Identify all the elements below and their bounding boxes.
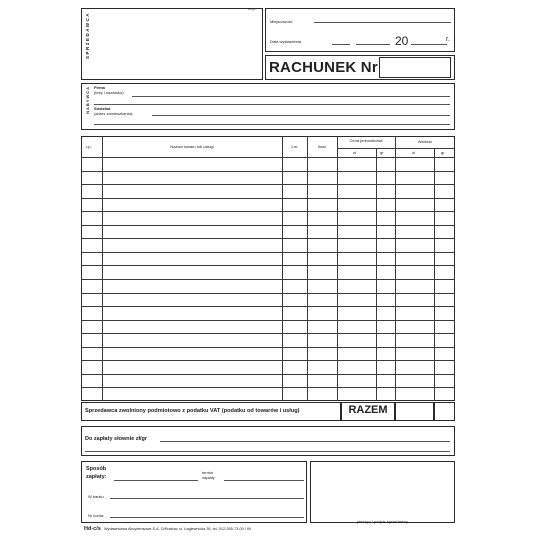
table-row[interactable]: [81, 347, 455, 348]
table-row[interactable]: [81, 387, 455, 388]
buyer-company-label: Firma: [94, 85, 105, 90]
table-row[interactable]: [81, 265, 455, 266]
table-row[interactable]: [81, 279, 455, 280]
payment-term-line[interactable]: [224, 480, 304, 481]
header-value-gr: gr: [441, 150, 445, 155]
header-price-gr: gr: [380, 150, 384, 155]
date-month-line[interactable]: [356, 44, 390, 45]
date-year-line[interactable]: [411, 44, 447, 45]
seller-vertical-label: SPRZEDAWCA: [85, 12, 90, 60]
table-row[interactable]: [81, 293, 455, 294]
payment-method-label-1: Sposób: [86, 466, 107, 472]
place-input-line[interactable]: [314, 22, 451, 23]
header-subdivider: [337, 148, 455, 149]
date-day-line[interactable]: [332, 44, 350, 45]
seller-box: [81, 8, 263, 80]
total-gr-field[interactable]: [434, 402, 455, 421]
amount-words-label: Do zapłaty słownie zł/gr: [85, 436, 148, 442]
table-row[interactable]: [81, 198, 455, 199]
buyer-company-line-2[interactable]: [94, 104, 450, 105]
date-year-prefix: 20: [395, 34, 409, 48]
bank-line[interactable]: [110, 498, 304, 499]
buyer-address-sublabel: (adres zamieszkania):: [94, 111, 134, 116]
table-row[interactable]: [81, 184, 455, 185]
buyer-address-line[interactable]: [152, 115, 450, 116]
table-row[interactable]: [81, 374, 455, 375]
place-label: Miejscowość: [270, 19, 293, 24]
table-row[interactable]: [81, 211, 455, 212]
header-unit-price: Cena jednostkowa: [349, 138, 383, 143]
payment-method-line[interactable]: [114, 480, 198, 481]
date-year-suffix: r.: [446, 36, 450, 43]
header-qty: Ilość: [317, 144, 327, 149]
signature-box: [310, 461, 455, 523]
header-divider: [81, 157, 455, 158]
vat-note: Sprzedawca zwolniony podmiotowo z podatku VAT (podatku od towarów i usług): [85, 408, 300, 414]
total-label: RAZEM: [348, 404, 388, 416]
account-label: Nr konta:: [88, 513, 105, 518]
stamp-label: m.p.: [248, 6, 256, 11]
table-row[interactable]: [81, 225, 455, 226]
signature-label: pieczęć i podpis sprzedawcy: [357, 519, 408, 524]
table-row[interactable]: [81, 360, 455, 361]
header-price-zl: zł: [353, 150, 356, 155]
table-row[interactable]: [81, 320, 455, 321]
amount-words-line-2[interactable]: [85, 451, 450, 452]
col-divider: [376, 148, 377, 401]
header-lp: Lp.: [86, 144, 92, 149]
header-name: Nazwa towaru lub usługi: [170, 144, 214, 149]
payment-term-sublabel: zapłaty: [202, 475, 215, 480]
invoice-title: RACHUNEK Nr: [269, 59, 378, 76]
date-label: Data wystawienia: [270, 39, 302, 44]
buyer-company-sublabel: (imię i nazwisko):: [94, 90, 125, 95]
buyer-box: [81, 83, 455, 130]
invoice-number-field[interactable]: [379, 57, 451, 78]
payment-term-label: termin: [202, 470, 214, 475]
buyer-company-line[interactable]: [132, 96, 450, 97]
buyer-address-line-2[interactable]: [94, 124, 450, 125]
col-divider: [434, 148, 435, 401]
table-row[interactable]: [81, 252, 455, 253]
header-value: Wartość: [417, 139, 433, 144]
bank-label: W banku: [88, 494, 104, 499]
table-row[interactable]: [81, 306, 455, 307]
table-row[interactable]: [81, 238, 455, 239]
buyer-address-label: Siedziba: [94, 106, 111, 111]
total-zl-field[interactable]: [395, 402, 434, 421]
buyer-vertical-label: NABYWCA: [85, 86, 90, 114]
header-unit: J.m.: [290, 144, 299, 149]
form-code: Hd-c/s: [84, 526, 101, 532]
place-date-box: [265, 8, 455, 52]
table-row[interactable]: [81, 171, 455, 172]
table-row[interactable]: [81, 333, 455, 334]
payment-method-label-2: zapłaty:: [86, 474, 107, 480]
publisher-line: Wydawnictwa Akcydensowe S.A. O/Kraków, ul. Łagiewnicka 39, tel. 012-265-73-00 / 09: [104, 527, 252, 531]
amount-words-line[interactable]: [160, 441, 450, 442]
header-value-zl: zł: [412, 150, 415, 155]
payment-box: [81, 461, 307, 523]
account-line[interactable]: [110, 517, 304, 518]
